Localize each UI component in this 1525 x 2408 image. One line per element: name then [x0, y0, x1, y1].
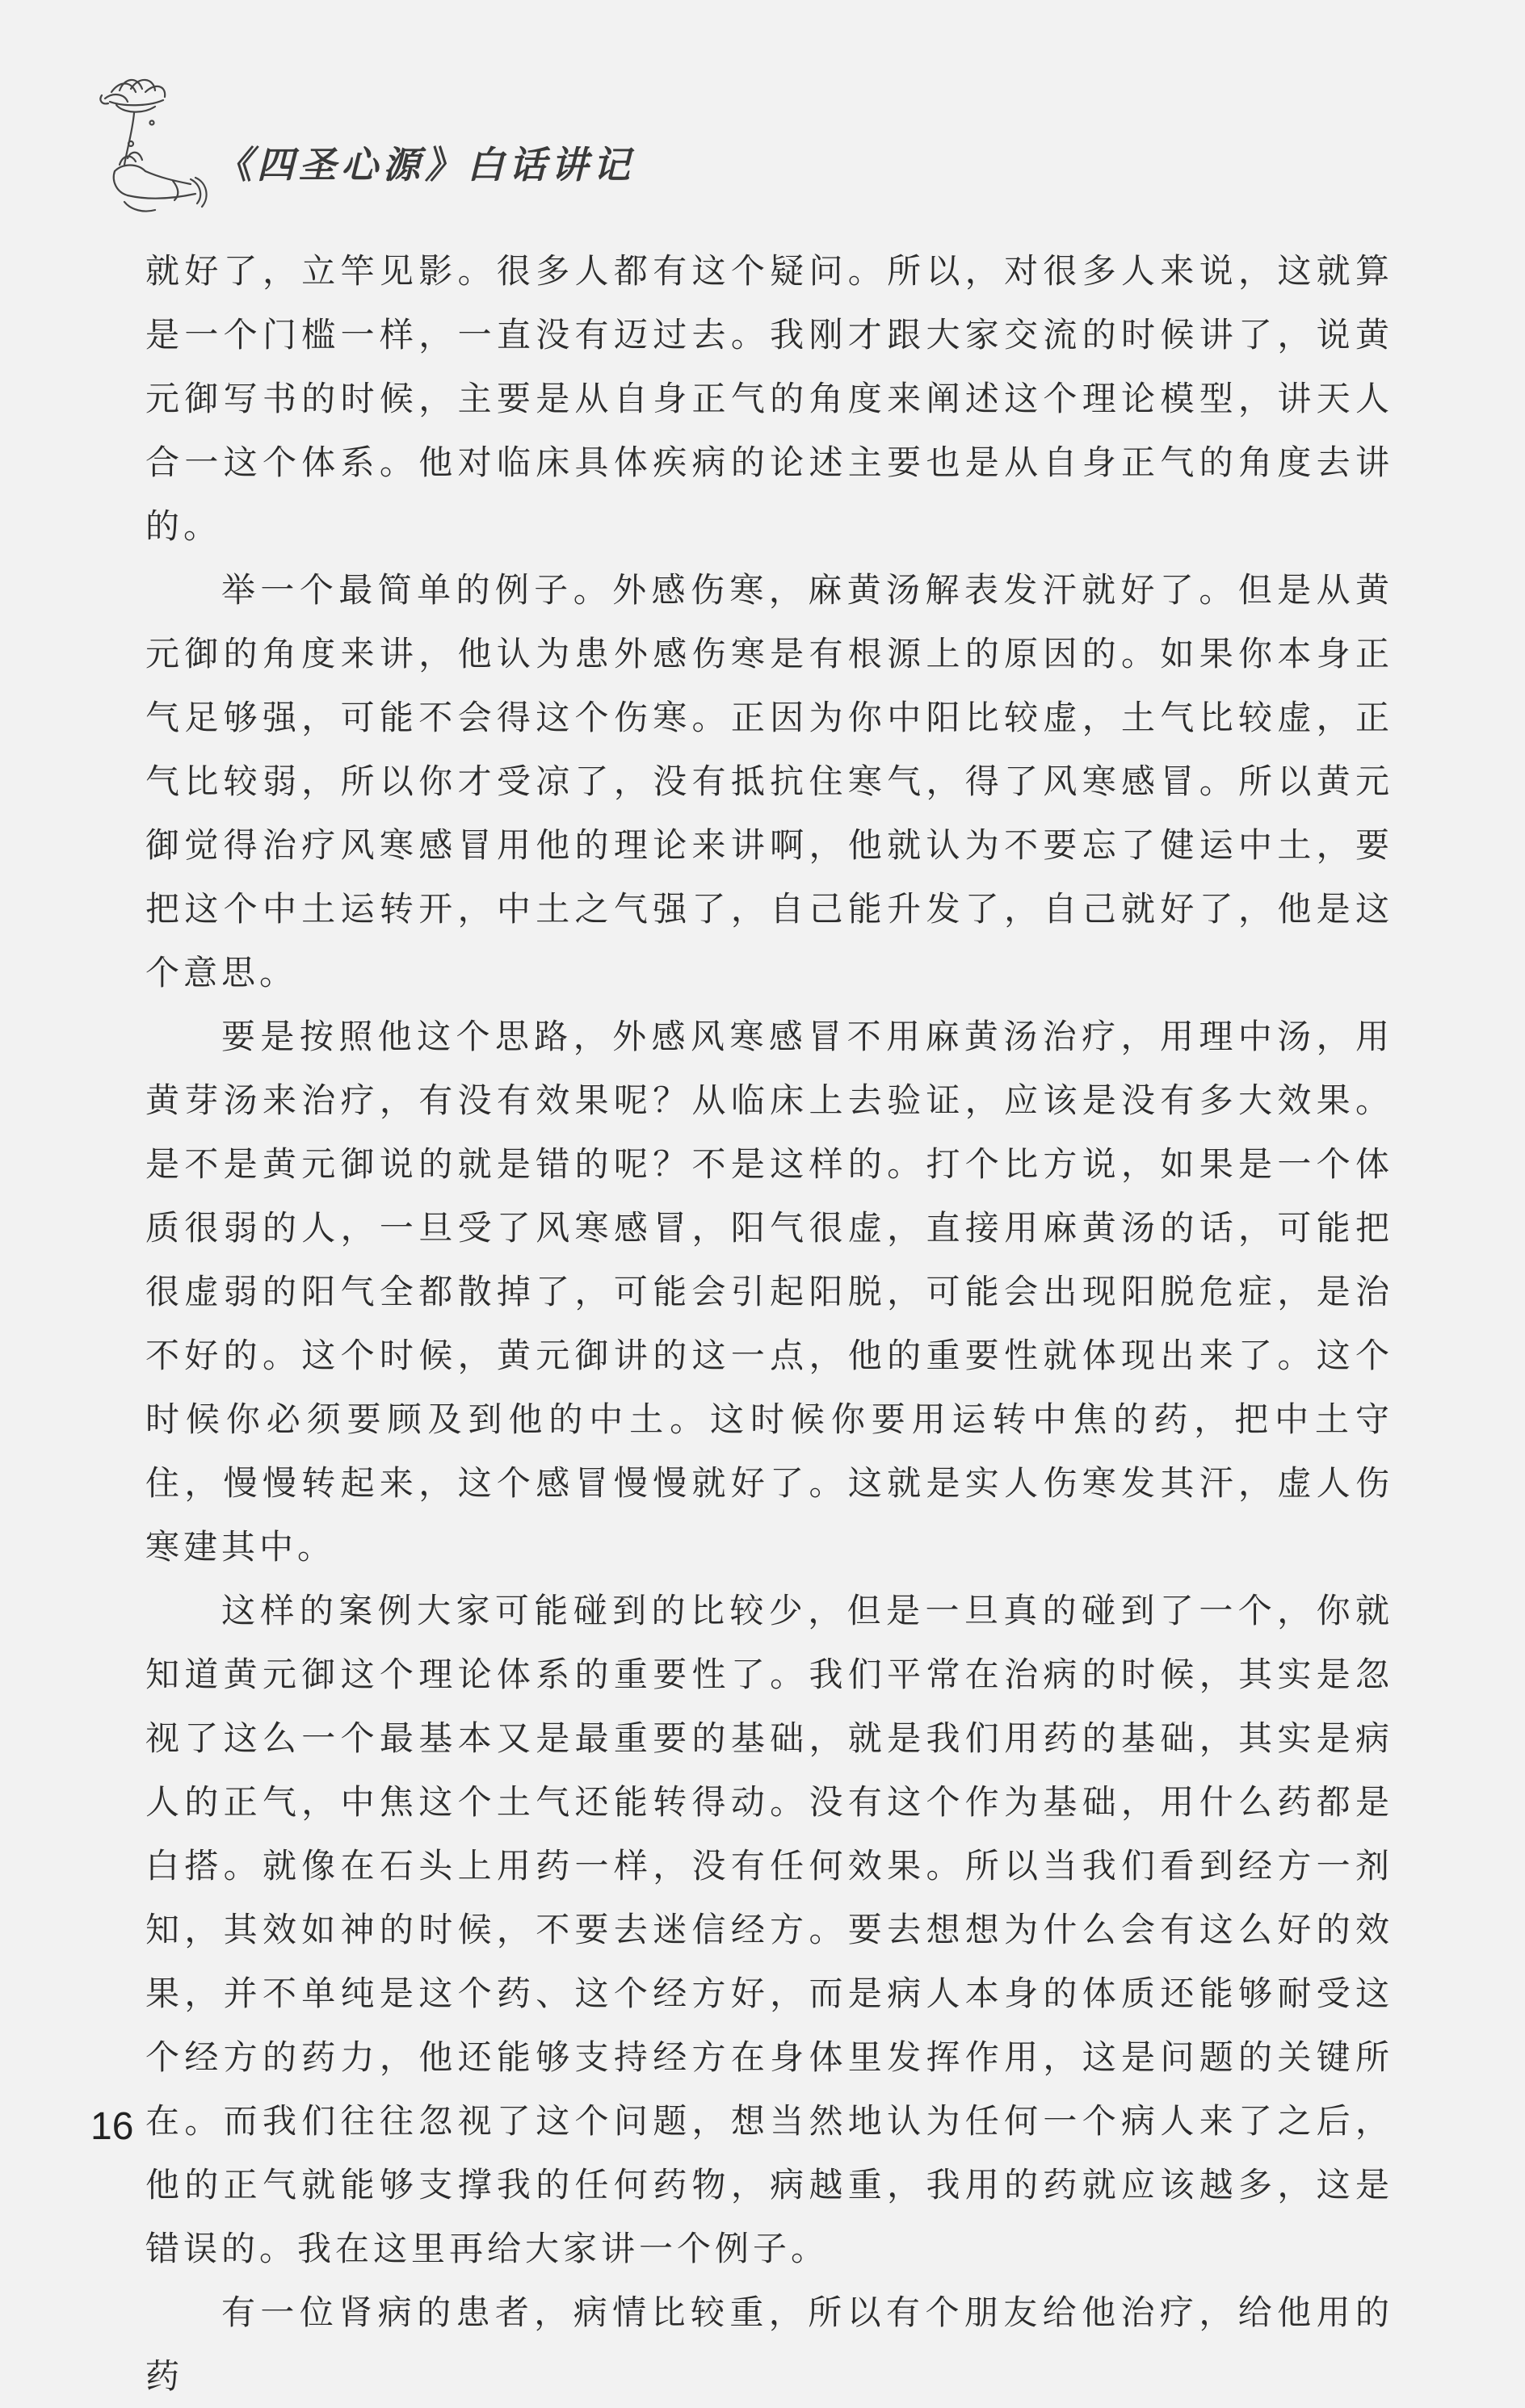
page-body: [145, 239, 1393, 2408]
paragraph: 就好了，立竿见影。很多人都有这个疑问。所以，对很多人来说，这就算是一个门槛一样，一直没有迈过去。我刚才跟大家交流的时候讲了，说黄元御写书的时候，主要是从自身正气的角度来阐述这个理论模型，讲天人合一这个体系。他对临床具体疾病的论述主要也是从自身正气的角度去讲的。: [145, 251, 1393, 546]
paragraph: 有一位肾病的患者，病情比较重，所以有个朋友给他治疗，给他用的药: [145, 2293, 1393, 2396]
paragraph: 举一个最简单的例子。外感伤寒，麻黄汤解表发汗就好了。但是从黄元御的角度来讲，他认为患外感伤寒是有根源上的原因的。如果你本身正气足够强，可能不会得这个伤寒。正因为你中阳比较虚，土气比较虚，正气比较弱，所以你才受凉了，没有抵抗住寒气，得了风寒感冒。所以黄元御觉得治疗风寒感冒用他的理论来讲啊，他就认为不要忘了健运中土，要把这个中土运转开，中土之气强了，自己能升发了，自己就好了，他是这个意思。: [145, 570, 1393, 992]
page-number: 16: [90, 2105, 134, 2148]
page-header: [95, 74, 822, 228]
paragraph: 这样的案例大家可能碰到的比较少，但是一旦真的碰到了一个，你就知道黄元御这个理论体系的重要性了。我们平常在治病的时候，其实是忽视了这么一个最基本又是最重要的基础，就是我们用药的基础，其实是病人的正气，中焦这个土气还能转得动。没有这个作为基础，用什么药都是白搭。就像在石头上用药一样，没有任何效果。所以当我们看到经方一剂知，其效如神的时候，不要去迷信经方。要去想想为什么会有这么好的效果，并不单纯是这个药、这个经方好，而是病人本身的体质还能够耐受这个经方的药力，他还能够支持经方在身体里发挥作用，这是问题的关键所在。而我们往往忽视了这个问题，想当然地认为任何一个病人来了之后，他的正气就能够支撑我的任何药物，病越重，我用的药就应该越多，这是错误的。我在这里再给大家讲一个例子。: [145, 1591, 1393, 2268]
book-title: 《四圣心源》白话讲记: [215, 143, 635, 187]
lotus-hand-icon: [95, 74, 216, 220]
paragraph: 要是按照他这个思路，外感风寒感冒不用麻黄汤治疗，用理中汤，用黄芽汤来治疗，有没有效果呢？从临床上去验证，应该是没有多大效果。是不是黄元御说的就是错的呢？不是这样的。打个比方说，如果是一个体质很弱的人，一旦受了风寒感冒，阳气很虚，直接用麻黄汤的话，可能把很虚弱的阳气全都散掉了，可能会引起阳脱，可能会出现阳脱危症，是治不好的。这个时候，黄元御讲的这一点，他的重要性就体现出来了。这个时候你必须要顾及到他的中土。这时候你要用运转中焦的药，把中土守住，慢慢转起来，这个感冒慢慢就好了。这就是实人伤寒发其汗，虚人伤寒建其中。: [145, 1017, 1393, 1567]
